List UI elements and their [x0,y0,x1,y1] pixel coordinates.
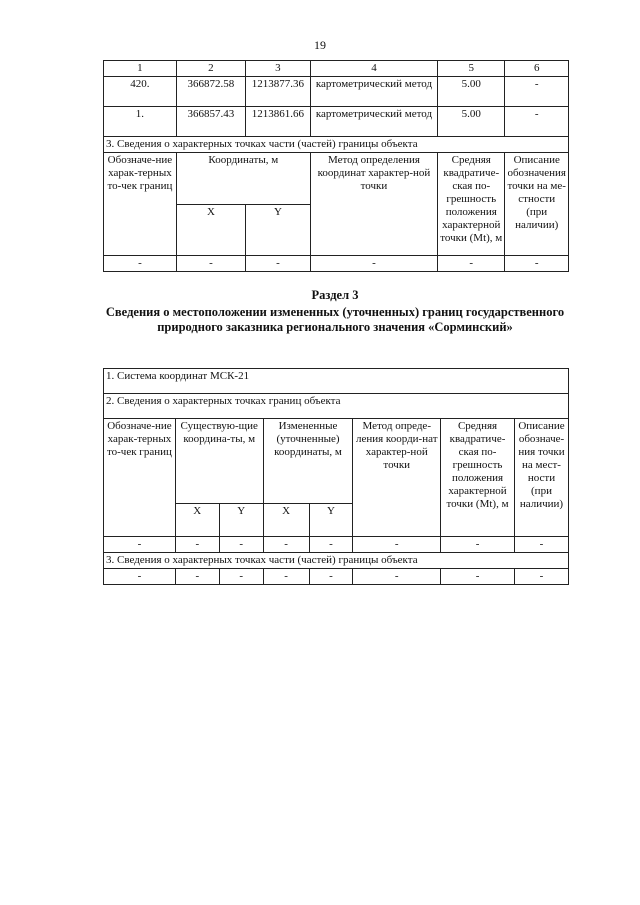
table-header-row [104,61,569,77]
cell: - [441,569,515,585]
section-heading: Раздел 3 [311,288,359,302]
col-number: 3 [246,61,311,77]
table-section-3 [103,368,569,585]
description: - [505,107,569,137]
point-id: 420. [104,77,177,107]
cell: - [263,537,309,553]
page-number: 19 [314,38,326,52]
col-number: 5 [438,61,505,77]
coord-y: 1213877.36 [246,77,311,107]
part-title-row [104,553,569,569]
header-x: X [175,504,219,537]
col-number: 4 [310,61,437,77]
error: 5.00 [438,77,505,107]
method: картометрический метод [310,107,437,137]
cell: - [441,537,515,553]
cell: - [310,256,437,272]
cell: - [514,537,568,553]
error: 5.00 [438,107,505,137]
cell: - [175,569,219,585]
header-x: X [176,204,245,256]
section-heading-block [100,288,570,335]
header-y: Y [309,504,353,537]
table-row [104,256,569,272]
point-id: 1. [104,107,177,137]
coord-system-row [104,369,569,394]
cell: - [353,537,441,553]
part-title-row [104,137,569,153]
cell: - [505,256,569,272]
table-row [104,77,569,107]
header-designation: Обозначе-ние харак-терных то-чек границ [104,153,177,256]
cell: - [219,569,263,585]
cell: - [309,569,353,585]
coord-y: 1213861.66 [246,107,311,137]
points-title: 2. Сведения о характерных точках границ объекта [104,394,569,419]
points-title-row [104,394,569,419]
cell: - [353,569,441,585]
coord-system: 1. Система координат МСК-21 [104,369,569,394]
cell: - [263,569,309,585]
description: - [505,77,569,107]
header-description: Описание обозначения точки на ме-стности (при наличии) [505,153,569,256]
cell: - [104,256,177,272]
cell: - [246,256,311,272]
part-title: 3. Сведения о характерных точках части (частей) границы объекта [104,137,569,153]
header-x: X [263,504,309,537]
header-error: Средняя квадратиче-ская по-грешность положения характерной точки (Mt), м [441,419,515,537]
cell: - [309,537,353,553]
section-title: Сведения о местоположении измененных (уточненных) границ государственного природного заказника регионального значения «Сорминский» [105,305,565,334]
header-y: Y [219,504,263,537]
cell: - [176,256,245,272]
col-number: 2 [176,61,245,77]
table-part-2-continued [103,60,569,272]
method: картометрический метод [310,77,437,107]
header-existing: Существую-щие координа-ты, м [175,419,263,504]
coord-x: 366857.43 [176,107,245,137]
cell: - [514,569,568,585]
header-changed: Измененные (уточненные) координаты, м [263,419,353,504]
header-method: Метод опреде-ления коорди-нат характер-ной точки [353,419,441,537]
header-row [104,419,569,504]
cell: - [104,537,176,553]
header-coordinates: Координаты, м [176,153,310,205]
table-row [104,569,569,585]
header-error: Средняя квадратиче-ская по-грешность положения характерной точки (Mt), м [438,153,505,256]
header-y: Y [246,204,311,256]
header-designation: Обозначе-ние харак-терных то-чек границ [104,419,176,537]
table-row [104,107,569,137]
col-number: 6 [505,61,569,77]
header-method: Метод определения координат характер-ной точки [310,153,437,256]
cell: - [438,256,505,272]
cell: - [219,537,263,553]
col-number: 1 [104,61,177,77]
part-header-row [104,153,569,205]
table-row [104,537,569,553]
header-description: Описание обозначе-ния точки на мест-ности (при наличии) [514,419,568,537]
cell: - [104,569,176,585]
coord-x: 366872.58 [176,77,245,107]
part-title: 3. Сведения о характерных точках части (частей) границы объекта [104,553,569,569]
cell: - [175,537,219,553]
